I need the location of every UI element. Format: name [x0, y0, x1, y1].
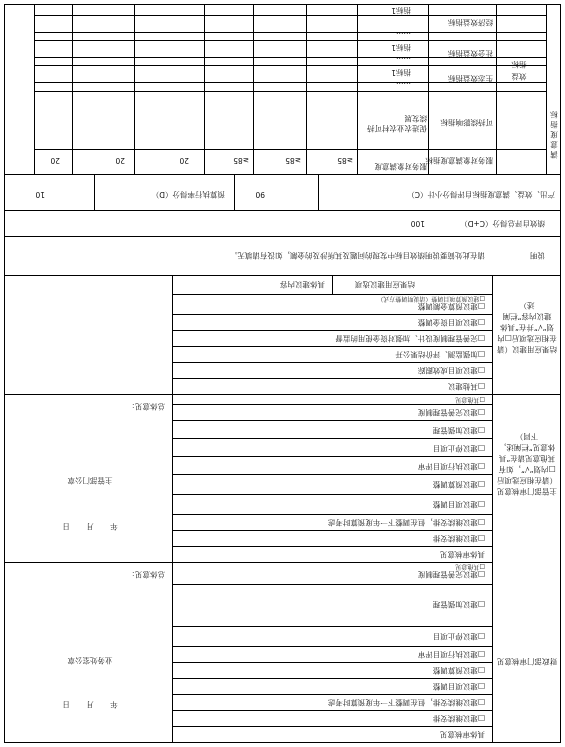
section-divider-3 [5, 275, 561, 276]
finance-seal: 业务处室公章 [67, 656, 113, 665]
section-divider-1 [5, 562, 493, 563]
satisfaction-group-label: 满意度指标 [550, 110, 558, 159]
suggestion-col-header: 结果应用建议选项 [355, 280, 415, 289]
benefit-row-metric: 指标1 [391, 68, 411, 77]
satisfaction-value: 20 [50, 156, 60, 165]
suggestion-option[interactable]: □建议项目资金调整 [417, 318, 485, 327]
suggestion-option[interactable]: □其他建议 [447, 382, 485, 391]
output-score-value: 90 [255, 190, 265, 199]
finance-option[interactable]: □建议加强管理 [432, 600, 485, 609]
border-bottom [4, 4, 561, 5]
finance-option[interactable]: □其他意见 [455, 563, 485, 570]
suggestion-option[interactable]: □加强监测、评价结果公开 [395, 350, 485, 359]
benefit-row-label: 可持续影响指标 [440, 118, 493, 127]
budget-score-label: 预算执行率得分（D） [151, 190, 225, 199]
suggestion-left-label: 结果应用建议（请在相应选项后□内划“√”并在“具体建议内容”栏阐述） [497, 301, 557, 354]
finance-option[interactable]: □建议完善管理制度 [417, 570, 485, 579]
satisfaction-value: 20 [115, 156, 125, 165]
benefit-row-metric: 指标1 [391, 6, 411, 15]
satisfaction-label: 服务对象满意度指标 [425, 156, 493, 165]
dept-option[interactable]: □建议预算调整 [432, 480, 485, 489]
dept-option[interactable]: □建议项目调整 [432, 500, 485, 509]
total-value: 100 [410, 219, 425, 228]
benefit-row-metric: 指标1 [391, 43, 411, 52]
benefit-row-label: 经济效益指标 [448, 18, 493, 27]
satisfaction-value: ≥85 [285, 156, 301, 165]
dept-option[interactable]: □建议加强管理 [432, 426, 485, 435]
satisfaction-value: 20 [179, 156, 189, 165]
dept-seal: 主管部门公章 [67, 476, 113, 485]
border-right [4, 4, 5, 743]
dept-header: 具体审核意见 [440, 550, 485, 559]
suggestion-option[interactable]: □建议预算金额调整 [417, 302, 485, 311]
satisfaction-value: ≥85 [337, 156, 353, 165]
note-label: 说明 [530, 251, 545, 260]
finance-option[interactable]: □建议继续安排 [432, 714, 485, 723]
dept-option[interactable]: □建议继续安排 [432, 534, 485, 543]
finance-header: 具体审核意见 [440, 730, 485, 739]
benefit-row-label: 生态效益指标 [448, 74, 493, 83]
finance-option[interactable]: □建议执行项目评审 [417, 650, 485, 659]
benefit-group-label: 效益指标 [511, 60, 527, 81]
suggestion-option[interactable]: □建议项目成效跟踪 [417, 366, 485, 375]
benefit-row-more: …… [396, 56, 411, 65]
satisfaction-metric: 服务对象满意度 [374, 162, 427, 171]
output-score-label: 产出、效益、满意度指标自评得分小计（C） [407, 190, 555, 199]
dept-option[interactable]: □其他意见 [455, 396, 485, 403]
dept-opinion-label: 总体意见： [127, 402, 165, 411]
note-text: 请在此处简要说明绩效目标中发现的问题及其所涉及的金额，如没有请填无。 [230, 251, 485, 260]
dept-option[interactable]: □建议停止项目 [432, 444, 485, 453]
benefit-row-more: …… [396, 81, 411, 90]
suggestion-col-header: 具体建议内容 [280, 280, 325, 289]
finance-left-label: 财政部门审核意见 [497, 657, 557, 666]
finance-option[interactable]: □建议停止项目 [432, 632, 485, 641]
benefit-row-more: …… [396, 31, 411, 40]
finance-option[interactable]: □建议项目调整 [432, 682, 485, 691]
finance-opinion-label: 总体意见： [127, 570, 165, 579]
dept-option[interactable]: □建议继续安排，但在调整下一年度预算时考虑 [327, 518, 485, 527]
dept-left-label: 主管部门审核意见（请在相应选项后□内划“√”，如有其他意见请在“具体意见”栏阐述，下同） [497, 432, 557, 496]
benefit-row-metric: 促进农业农村可持续发展 [367, 114, 427, 133]
suggestion-option[interactable]: □建议预算项目调整（请说明调整方式） [377, 295, 485, 302]
finance-option[interactable]: □建议继续安排，但在调整下一年度预算时考虑 [327, 698, 485, 707]
satisfaction-value: ≥85 [233, 156, 249, 165]
border-top [4, 742, 561, 743]
total-label: 绩效自评总得分（C+D） [460, 219, 545, 228]
dept-date: 年 月 日 [62, 522, 118, 531]
suggestion-option[interactable]: □完善管理制度设计、加强对资金使用的监督 [335, 334, 485, 343]
dept-option[interactable]: □建议执行项目评审 [417, 462, 485, 471]
dept-option[interactable]: □建议完善管理制度 [417, 408, 485, 417]
finance-date: 年 月 日 [62, 700, 118, 709]
budget-score-value: 10 [35, 190, 45, 199]
benefit-row-label: 社会效益指标 [448, 49, 493, 58]
finance-option[interactable]: □建议预算调整 [432, 666, 485, 675]
